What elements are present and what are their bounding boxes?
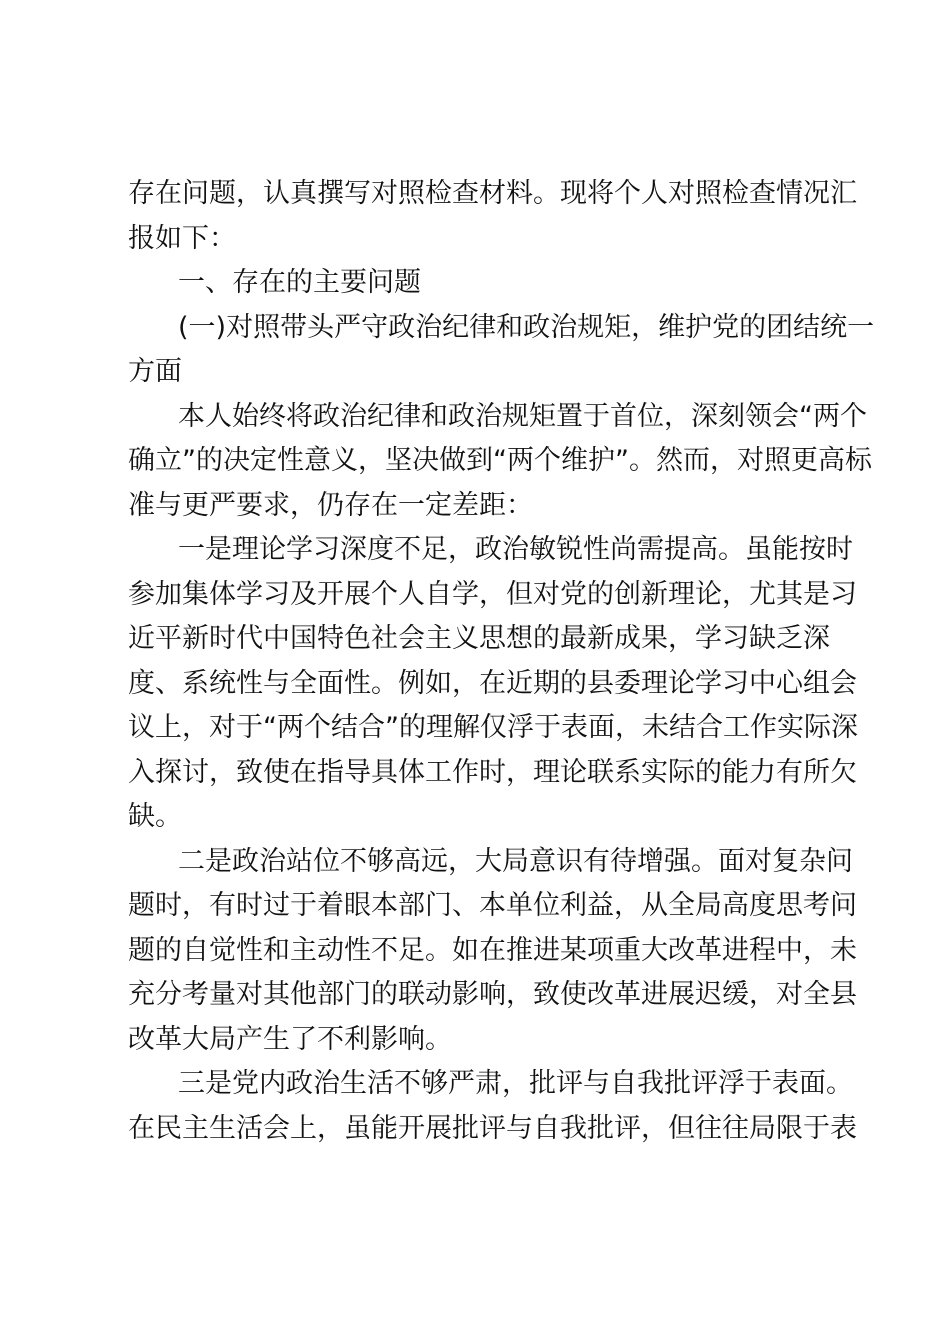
- section-heading: 一、存在的主要问题: [178, 267, 421, 298]
- paragraph-line: 本人始终将政治纪律和政治规矩置于首位，深刻领会“两个: [178, 400, 867, 432]
- paragraph-line: 准与更严要求，仍存在一定差距：: [128, 489, 533, 521]
- paragraph-line: 充分考量对其他部门的联动影响，致使改革进展迟缓，对全县: [128, 979, 857, 1010]
- paragraph-line: 参加集体学习及开展个人自学，但对党的创新理论，尤其是习: [128, 578, 857, 610]
- paragraph-line: 缺。: [128, 801, 182, 832]
- paragraph-line: 一是理论学习深度不足，政治敏锐性尚需提高。虽能按时: [178, 534, 853, 565]
- paragraph-line: 近平新时代中国特色社会主义思想的最新成果，学习缺乏深: [128, 623, 830, 654]
- paragraph-line: 议上，对于“两个结合”的理解仅浮于表面，未结合工作实际深: [128, 712, 858, 743]
- document-body: [128, 172, 875, 1151]
- subsection-heading: (一)对照带头严守政治纪律和政治规矩，维护党的团结统一: [178, 311, 875, 343]
- paragraph-line: 二是政治站位不够高远，大局意识有待增强。面对复杂问: [178, 845, 853, 877]
- paragraph-line: 存在问题，认真撰写对照检查材料。现将个人对照检查情况汇: [128, 178, 857, 209]
- paragraph-line: 题的自觉性和主动性不足。如在推进某项重大改革进程中，未: [128, 934, 857, 966]
- paragraph-line: 度、系统性与全面性。例如，在近期的县委理论学习中心组会: [128, 667, 857, 699]
- paragraph-line: 在民主生活会上，虽能开展批评与自我批评，但往往局限于表: [128, 1112, 857, 1144]
- paragraph-line: 三是党内政治生活不够严肃，批评与自我批评浮于表面。: [178, 1068, 853, 1099]
- paragraph-line: 题时，有时过于着眼本部门、本单位利益，从全局高度思考问: [128, 890, 857, 921]
- paragraph-line: 确立”的决定性意义，坚决做到“两个维护”。然而，对照更高标: [128, 445, 872, 476]
- paragraph-line: 报如下：: [128, 222, 236, 254]
- paragraph-line: 改革大局产生了不利影响。: [128, 1023, 452, 1055]
- paragraph-line: 入探讨，致使在指导具体工作时，理论联系实际的能力有所欠: [128, 756, 857, 788]
- subsection-heading-continued: 方面: [128, 356, 182, 387]
